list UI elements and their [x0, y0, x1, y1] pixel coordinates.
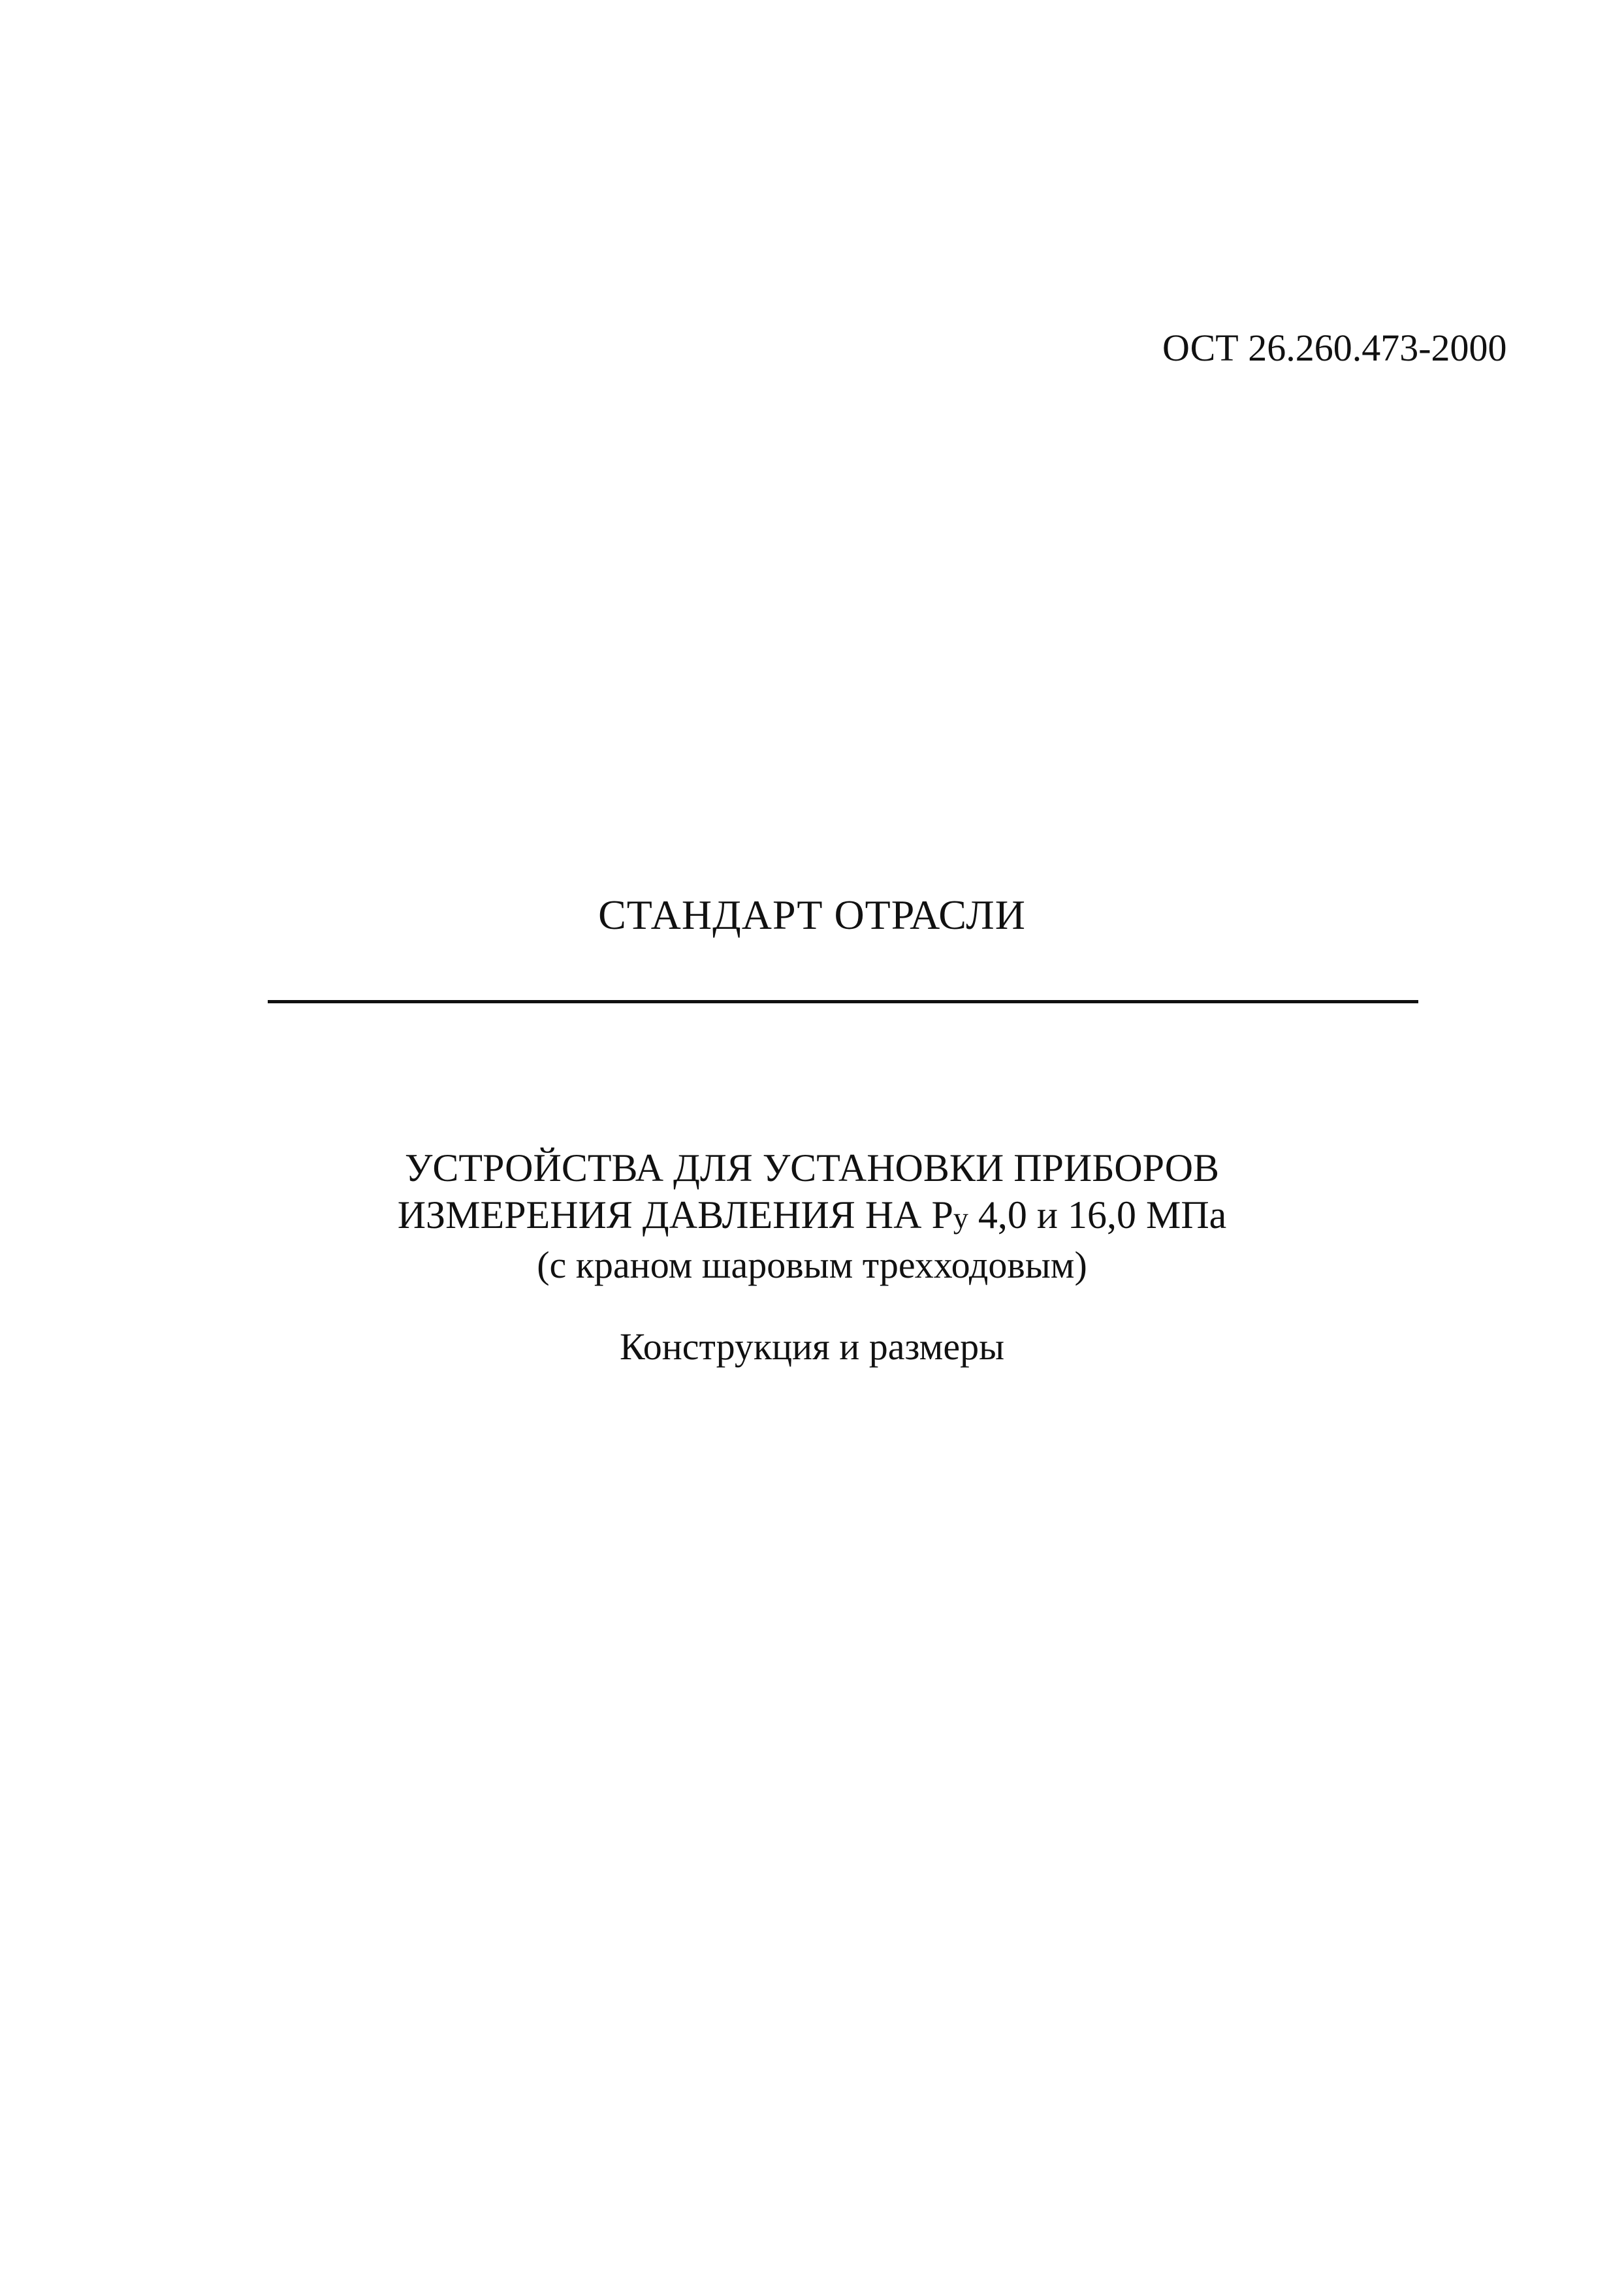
title-line-2-suffix: 4,0 и 16,0 МПа [968, 1193, 1227, 1236]
document-code: ОСТ 26.260.473-2000 [1162, 327, 1507, 369]
pressure-subscript: у [953, 1201, 968, 1235]
title-line-3: (с краном шаровым трехходовым) [537, 1244, 1087, 1286]
horizontal-rule [268, 1000, 1418, 1003]
title-line-1: УСТРОЙСТВА ДЛЯ УСТАНОВКИ ПРИБОРОВ [404, 1146, 1220, 1189]
document-title [0, 1144, 1624, 1289]
standard-category: СТАНДАРТ ОТРАСЛИ [598, 892, 1026, 938]
document-subtitle: Конструкция и размеры [619, 1325, 1005, 1368]
title-line-2 [0, 1191, 1624, 1242]
title-line-2-prefix: ИЗМЕРЕНИЯ ДАВЛЕНИЯ НА P [397, 1193, 953, 1236]
